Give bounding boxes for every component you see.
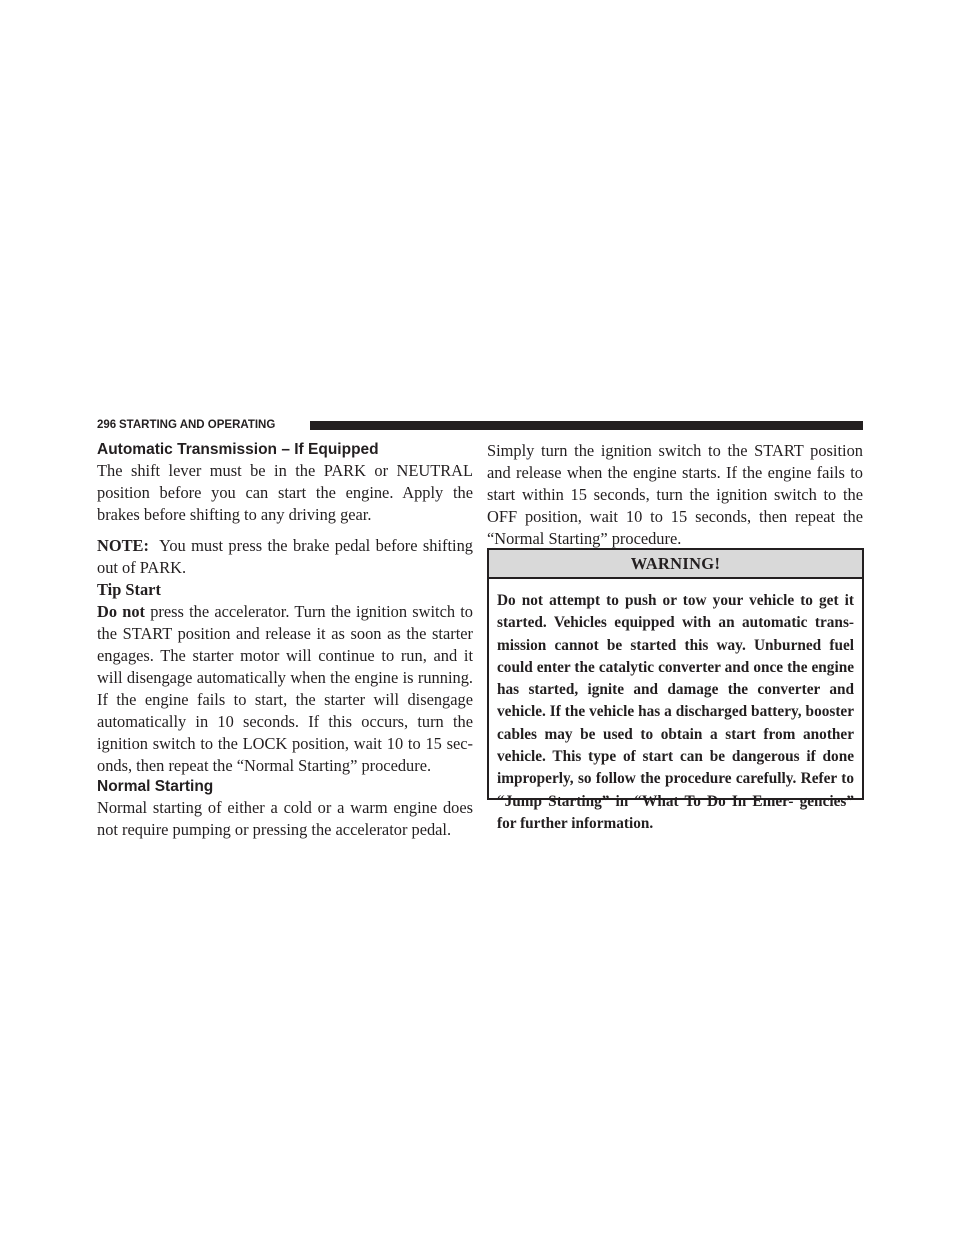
warning-box <box>487 548 864 832</box>
heading-automatic-transmission: Automatic Transmission – If Equipped <box>97 441 379 458</box>
header-rule <box>310 421 863 430</box>
paragraph-tip-start <box>97 601 473 777</box>
right-column <box>487 440 863 550</box>
paragraph-normal-starting: Normal starting of either a cold or a warm engine does not require pumping or pressing the accelerator pedal. <box>97 798 473 839</box>
paragraph-shift-lever: The shift lever must be in the PARK or NEUTRAL position before you can start the engine. Apply the brakes before shifting to any driving gear. <box>97 461 473 524</box>
note-paragraph <box>97 535 473 579</box>
paragraph-simply-turn: Simply turn the ignition switch to the START position and release when the engine starts. If the engine fails to start within 15 seconds, turn the ignition switch to the OFF position, wait 10 to 15 seconds, then repeat the “Normal Starting” procedure. <box>487 441 863 548</box>
running-header <box>97 419 863 432</box>
warning-text: Do not attempt to push or tow your vehicle to get it started. Vehicles equipped with an automatic trans- mission cannot be started this way. Unburned fuel could enter the catalytic converter and once the engine has started, ignite and damage the converter and vehicle. If the vehicle has a discharged battery, booster cables may be used to obtain a start from another vehicle. This type of start can be dangerous if done improperly, so follow the procedure carefully. Refer to “Jump Starting” in “What To Do In Emer- gencies” for further information. <box>497 592 854 832</box>
heading-tip-start: Tip Start <box>97 580 161 599</box>
note-label: NOTE: <box>97 536 149 555</box>
left-column <box>97 440 473 841</box>
tip-text: press the accelerator. Turn the ignition switch to the START position and release it as soon as the starter engages. The starter motor will continue to run, and it will disengage automatically when the engine is running. If the engine fails to start, the starter will disengage automatically in 10 seconds. If this occurs, turn the ignition switch to the LOCK position, wait 10 to 15 sec- onds, then repeat the “Normal Starting” procedure. <box>97 602 473 775</box>
page-number: 296 <box>97 419 117 431</box>
warning-title: WARNING! <box>489 550 862 579</box>
section-title: STARTING AND OPERATING <box>119 419 276 431</box>
heading-normal-starting: Normal Starting <box>97 778 214 795</box>
note-text: You must press the brake pedal before shifting out of PARK. <box>97 536 473 577</box>
tip-emphasis: Do not <box>97 602 146 621</box>
